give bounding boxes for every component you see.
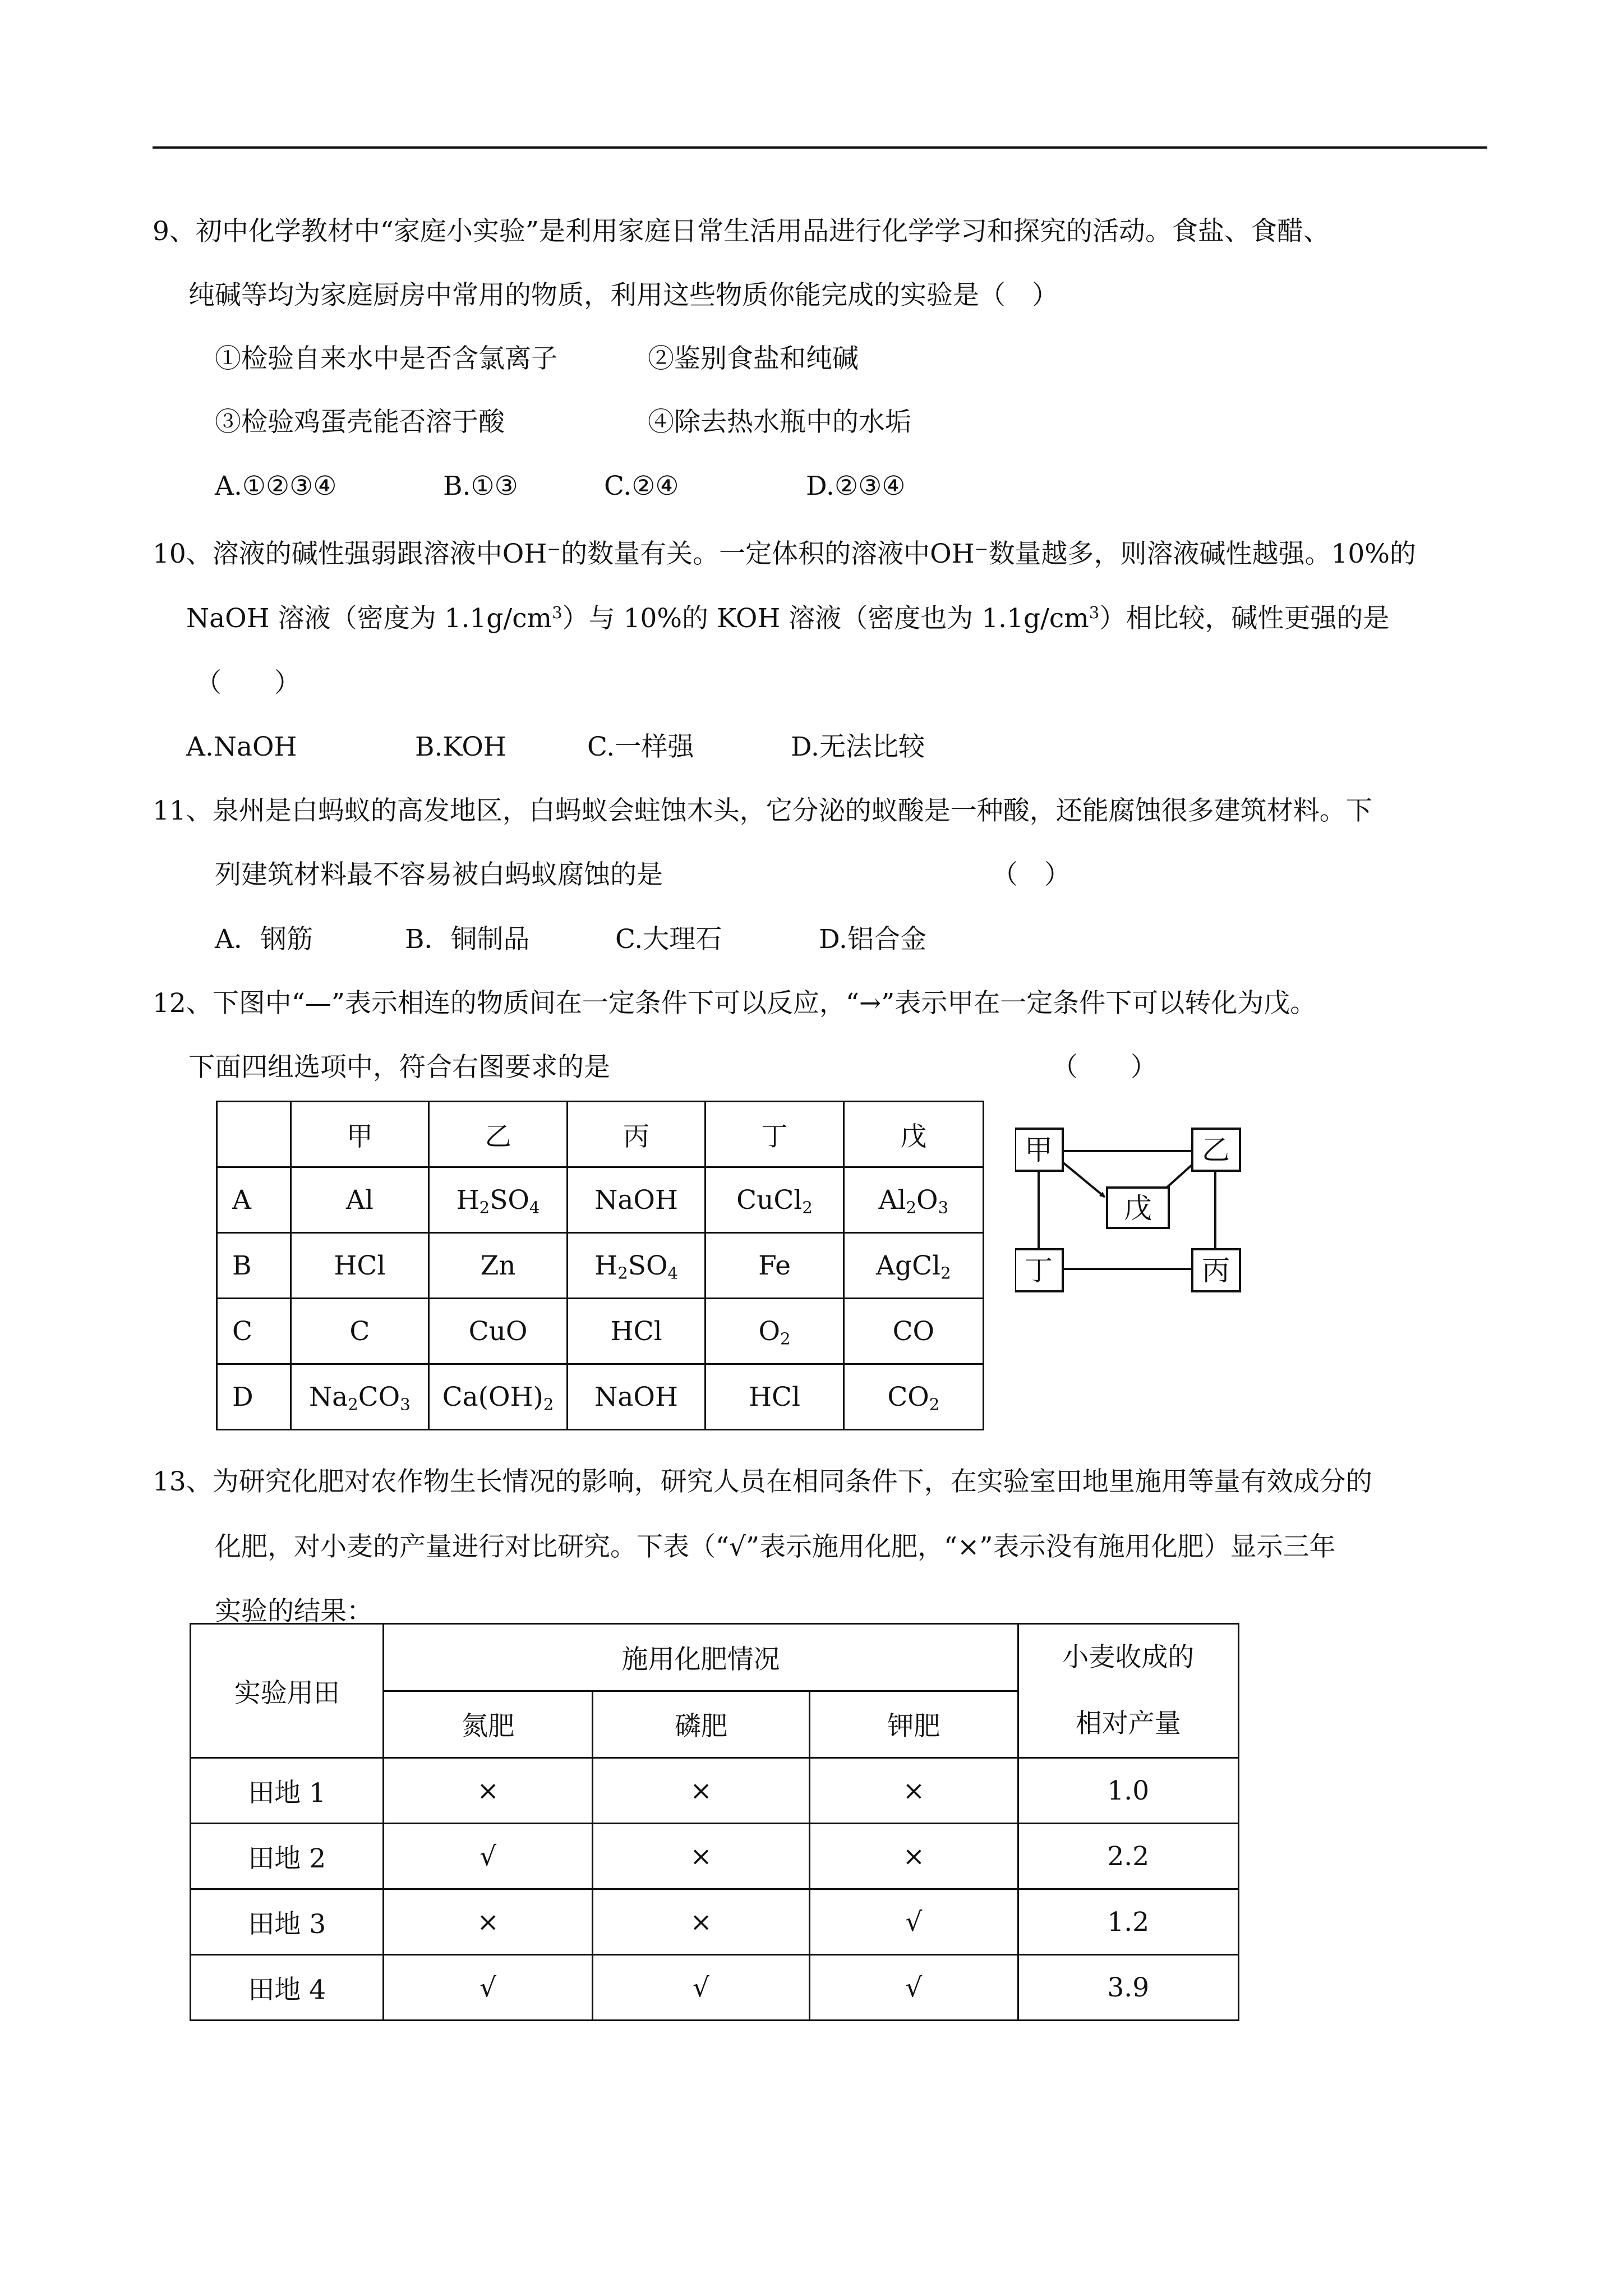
q10-option-d: D.无法比较 <box>791 731 925 762</box>
q9-line2: 纯碱等均为家庭厨房中常用的物质，利用这些物质你能完成的实验是（ ） <box>188 280 1058 311</box>
header-yield: 小麦收成的 相对产量 <box>1018 1624 1238 1758</box>
q10-option-a: A.NaOH <box>186 731 297 762</box>
cell: $O_2$ <box>706 1299 843 1364</box>
cell: $Na_2CO_3$ <box>291 1364 429 1430</box>
q9-option-d: D.②③④ <box>806 471 906 501</box>
q12-blank: （ ） <box>1052 1052 1157 1083</box>
cell: AgCl$_2$ <box>843 1233 983 1299</box>
table-row <box>191 1758 1239 1824</box>
q11-line1: 11、泉州是白蚂蚁的高发地区，白蚂蚁会蛀蚀木头，它分泌的蚁酸是一种酸，还能腐蚀很多建筑材料。下 <box>153 795 1372 826</box>
label-ding: 丁 <box>1025 1254 1053 1287</box>
table-corner-cell <box>217 1102 291 1167</box>
cell: CuO <box>429 1299 568 1364</box>
cell: $Ca(OH)_2$ <box>429 1364 568 1430</box>
q9-item1: ①检验自来水中是否含氯离子 <box>215 343 557 374</box>
field-name: 田地 2 <box>191 1824 384 1889</box>
table-header-row <box>217 1102 984 1167</box>
potassium-mark: √ <box>810 1955 1018 2021</box>
cell: NaOH <box>567 1364 705 1430</box>
header-wu: 戊 <box>843 1102 983 1167</box>
yield-value: 3.9 <box>1018 1955 1238 2021</box>
cell: $CO_2$ <box>843 1364 983 1430</box>
nitrogen-mark: √ <box>384 1955 592 2021</box>
q11-option-a: A．钢筋 <box>215 924 313 955</box>
cell: $H_2SO_4$ <box>429 1167 568 1233</box>
header-rule <box>153 146 1487 149</box>
header-ding: 丁 <box>706 1102 843 1167</box>
q12-line1: 12、下图中“—”表示相连的物质间在一定条件下可以反应，“→”表示甲在一定条件下可以转化为戊。 <box>153 988 1317 1019</box>
field-name: 田地 4 <box>191 1955 384 2021</box>
q13-line2: 化肥，对小麦的产量进行对比研究。下表（“√”表示施用化肥，“×”表示没有施用化肥）显示三年 <box>215 1531 1336 1562</box>
header-nitrogen: 氮肥 <box>384 1691 592 1758</box>
q11-line2: 列建筑材料最不容易被白蚂蚁腐蚀的是 <box>215 859 663 890</box>
phosphorus-mark: × <box>592 1758 809 1824</box>
table-row <box>191 1889 1239 1955</box>
q12-line2: 下面四组选项中，符合右图要求的是 <box>188 1052 610 1083</box>
cell: Zn <box>429 1233 568 1299</box>
table-row <box>217 1299 984 1364</box>
table-row <box>191 1955 1239 2021</box>
row-label: A <box>217 1167 291 1233</box>
label-bing: 丙 <box>1202 1254 1230 1287</box>
header-potassium: 钾肥 <box>810 1691 1018 1758</box>
phosphorus-mark: × <box>592 1889 809 1955</box>
q9-item4: ④除去热水瓶中的水垢 <box>648 407 911 438</box>
field-name: 田地 3 <box>191 1889 384 1955</box>
arrow-jia-wu <box>1063 1162 1105 1197</box>
table-row <box>217 1364 984 1430</box>
cell: $Al_2O_3$ <box>843 1167 983 1233</box>
table-row <box>217 1167 984 1233</box>
q13-line3: 实验的结果： <box>215 1596 373 1627</box>
header-phosphorus: 磷肥 <box>592 1691 809 1758</box>
yield-value: 1.0 <box>1018 1758 1238 1824</box>
cell: CO <box>843 1299 983 1364</box>
q10-line3: （ ） <box>195 668 301 698</box>
cell: C <box>291 1299 429 1364</box>
label-yi: 乙 <box>1202 1134 1230 1166</box>
q11-option-c: C.大理石 <box>615 924 722 955</box>
table-row <box>217 1233 984 1299</box>
table-row <box>191 1824 1239 1889</box>
potassium-mark: √ <box>810 1889 1018 1955</box>
potassium-mark: × <box>810 1824 1018 1889</box>
yield-value: 2.2 <box>1018 1824 1238 1889</box>
cell: CuCl$_2$ <box>706 1167 843 1233</box>
cell: Al <box>291 1167 429 1233</box>
q10-option-c: C.一样强 <box>587 731 694 762</box>
q9-option-a: A.①②③④ <box>215 471 337 501</box>
q9-option-b: B.①③ <box>443 471 518 501</box>
header-jia: 甲 <box>291 1102 429 1167</box>
phosphorus-mark: √ <box>592 1955 809 2021</box>
cell: Fe <box>706 1233 843 1299</box>
q9-item2: ②鉴别食盐和纯碱 <box>648 343 859 374</box>
q10-line2: NaOH 溶液（密度为 $1.1g/cm^3$）与 10%的 KOH 溶液（密度也为 $1.1g/cm^3$）相比较，碱性更强的是 <box>186 602 1390 634</box>
q9-option-c: C.②④ <box>604 471 679 501</box>
row-label: C <box>217 1299 291 1364</box>
potassium-mark: × <box>810 1758 1018 1824</box>
nitrogen-mark: × <box>384 1889 592 1955</box>
header-fertilizer: 施用化肥情况 <box>384 1624 1018 1691</box>
q10-line1: 10、溶液的碱性强弱跟溶液中OH⁻的数量有关。一定体积的溶液中OH⁻数量越多，则溶液碱性越强。10%的 <box>153 539 1416 569</box>
q9-line1: 9、初中化学教材中“家庭小实验”是利用家庭日常生活用品进行化学学习和探究的活动。食盐、食醋、 <box>153 216 1330 247</box>
cell: HCl <box>567 1299 705 1364</box>
q11-option-b: B．铜制品 <box>405 924 530 955</box>
yield-value: 1.2 <box>1018 1889 1238 1955</box>
q13-results-table <box>190 1623 1239 2021</box>
q11-blank: （ ） <box>992 859 1071 890</box>
q9-item3: ③检验鸡蛋壳能否溶于酸 <box>215 407 505 438</box>
q12-options-table <box>216 1101 984 1430</box>
field-name: 田地 1 <box>191 1758 384 1824</box>
row-label: B <box>217 1233 291 1299</box>
header-field: 实验用田 <box>191 1624 384 1758</box>
row-label: D <box>217 1364 291 1430</box>
cell: HCl <box>706 1364 843 1430</box>
q11-option-d: D.铝合金 <box>819 924 926 955</box>
q13-line1: 13、为研究化肥对农作物生长情况的影响，研究人员在相同条件下，在实验室田地里施用等量有效成分的 <box>153 1466 1372 1497</box>
label-jia: 甲 <box>1025 1134 1053 1166</box>
cell: $H_2SO_4$ <box>567 1233 705 1299</box>
phosphorus-mark: × <box>592 1824 809 1889</box>
header-yi: 乙 <box>429 1102 568 1167</box>
nitrogen-mark: × <box>384 1758 592 1824</box>
q10-option-b: B.KOH <box>415 731 506 762</box>
reaction-diagram <box>1015 1122 1262 1313</box>
cell: HCl <box>291 1233 429 1299</box>
cell: NaOH <box>567 1167 705 1233</box>
header-bing: 丙 <box>567 1102 705 1167</box>
table-header-row <box>191 1624 1239 1691</box>
label-wu: 戊 <box>1124 1192 1152 1225</box>
nitrogen-mark: √ <box>384 1824 592 1889</box>
